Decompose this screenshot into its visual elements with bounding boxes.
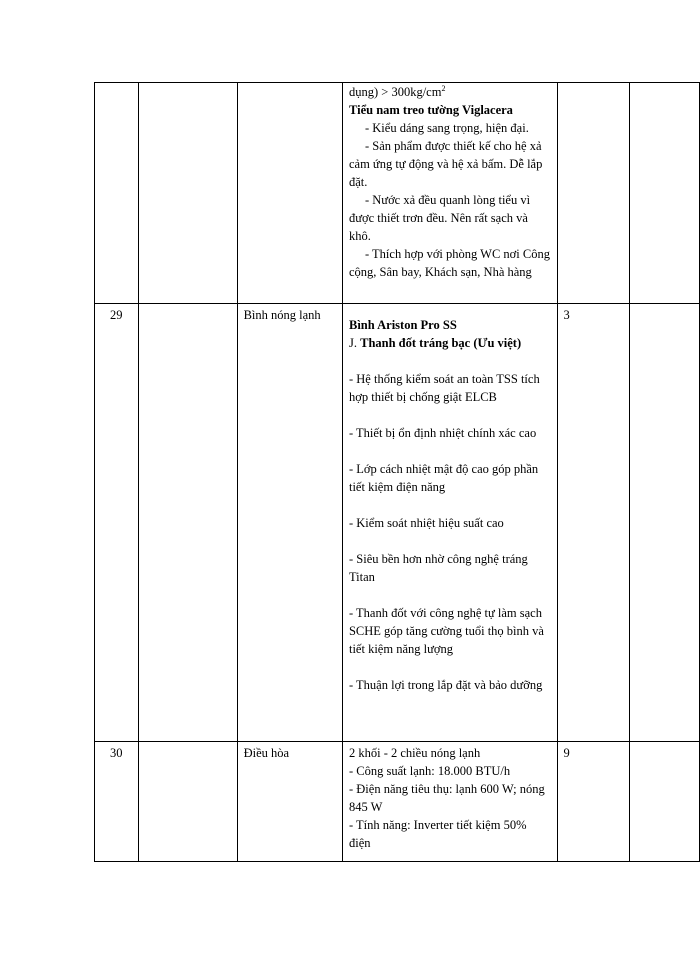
superscript: 2 bbox=[441, 83, 446, 93]
code-cell bbox=[138, 83, 237, 304]
note-cell bbox=[630, 83, 700, 304]
note-cell bbox=[630, 304, 700, 742]
qty-cell: 3 bbox=[557, 304, 630, 742]
code-cell bbox=[138, 742, 237, 862]
table-row-30 bbox=[95, 742, 700, 862]
qty-cell bbox=[557, 83, 630, 304]
spec-table bbox=[94, 82, 700, 862]
name-cell bbox=[237, 83, 342, 304]
spec-cell bbox=[342, 742, 557, 862]
feature-line: - Siêu bền hơn nhờ công nghệ tráng Titan bbox=[348, 552, 528, 584]
feature-line: - Thiết bị ổn định nhiệt chính xác cao bbox=[348, 426, 537, 440]
spec-line: dụng) > $300kg/cm^2$ bbox=[348, 83, 446, 99]
feature-line: - Thuận lợi trong lắp đặt và bảo dưỡng bbox=[348, 678, 543, 692]
feature-line: - Lớp cách nhiệt mật độ cao góp phần tiết kiệm điện năng bbox=[348, 462, 539, 494]
spec-line: - Nước xả đều quanh lòng tiểu vì được thiết trơn đều. Nên rất sạch và khô. bbox=[348, 193, 531, 243]
product-subtitle: J. Thanh đốt tráng bạc (Ưu việt) bbox=[348, 336, 522, 350]
spec-line: - Kiểu dáng sang trọng, hiện đại. bbox=[364, 121, 529, 135]
code-cell bbox=[138, 304, 237, 742]
feature-line: - Kiểm soát nhiệt hiệu suất cao bbox=[348, 516, 504, 530]
spec-line: - Điện năng tiêu thụ: lạnh 600 W; nóng 845 W bbox=[348, 782, 545, 814]
stt-cell: 29 bbox=[95, 304, 139, 742]
table-row-continued bbox=[95, 83, 700, 304]
product-title: Tiểu nam treo tường Viglacera bbox=[348, 103, 513, 117]
name-cell: Điều hòa bbox=[237, 742, 342, 862]
name-cell: Bình nóng lạnh bbox=[237, 304, 342, 742]
spec-line: - Công suất lạnh: 18.000 BTU/h bbox=[348, 764, 511, 778]
spec-line: - Thích hợp với phòng WC nơi Công cộng, Sân bay, Khách sạn, Nhà hàng bbox=[348, 247, 550, 279]
spec-line: - Sản phẩm được thiết kế cho hệ xả cảm ứng tự động và hệ xả bấm. Dễ lắp đặt. bbox=[348, 139, 543, 189]
feature-line: - Hệ thống kiểm soát an toàn TSS tích hợp thiết bị chống giật ELCB bbox=[348, 372, 540, 404]
spec-cell bbox=[342, 304, 557, 742]
spec-line: 2 khối - 2 chiều nóng lạnh bbox=[348, 746, 481, 760]
spec-cell bbox=[342, 83, 557, 304]
stt-cell: 30 bbox=[95, 742, 139, 862]
note-cell bbox=[630, 742, 700, 862]
spec-line: - Tính năng: Inverter tiết kiệm 50% điện bbox=[348, 818, 527, 850]
stt-cell bbox=[95, 83, 139, 304]
qty-cell: 9 bbox=[557, 742, 630, 862]
table-row-29 bbox=[95, 304, 700, 742]
product-title: Bình Ariston Pro SS bbox=[348, 318, 457, 332]
feature-line: - Thanh đốt với công nghệ tự làm sạch SCHE góp tăng cường tuổi thọ bình và tiết kiệm năng lượng bbox=[348, 606, 544, 656]
